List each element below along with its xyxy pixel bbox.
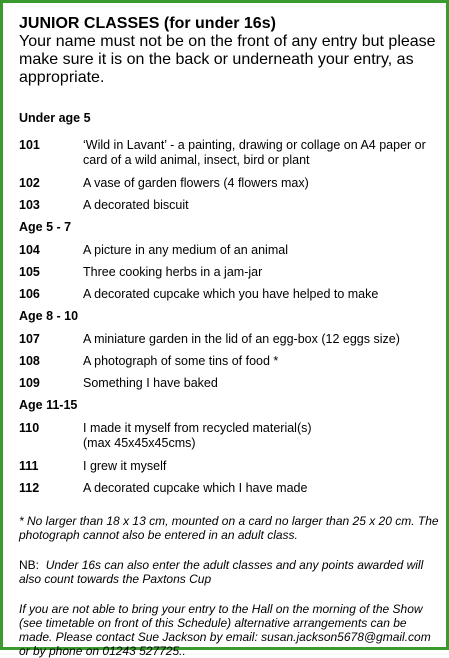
class-number: 108 [19,354,40,368]
class-row-112 [19,481,439,496]
class-number: 101 [19,138,40,152]
class-row-104 [19,243,439,258]
class-description: A decorated cupcake which I have made [83,481,308,495]
class-row-107 [19,332,439,347]
class-number: 112 [19,481,40,495]
class-row-111 [19,459,439,474]
section-heading-under-5: Under age 5 [19,111,91,125]
class-number: 105 [19,265,40,279]
class-description: I grew it myself [83,459,167,473]
class-number: 110 [19,421,40,435]
nb-label: NB: [19,558,40,572]
class-number: 111 [19,459,39,473]
delivery-instructions: If you are not able to bring your entry to the Hall on the morning of the Show (see timetable on front of this Schedule) alternative arrangements can be made. Please contact Sue Jackson by email: susan.jackson5678@gmail.com or by phone on 01243 527725.. [19,602,431,658]
nb-note [19,558,439,586]
class-description: Something I have baked [83,376,218,390]
class-description: Three cooking herbs in a jam-jar [83,265,263,279]
photo-size-footnote: * No larger than 18 x 13 cm, mounted on a card no larger than 25 x 20 cm. The photograph cannot also be entered in an adult class. [19,514,439,542]
class-description: A picture in any medium of an animal [83,243,288,257]
class-row-101 [19,138,439,168]
class-description: A photograph of some tins of food * [83,354,279,368]
class-row-102 [19,176,439,191]
class-row-108 [19,354,439,369]
class-row-103 [19,198,439,213]
class-description-line: I made it myself from recycled material(s) [83,421,312,435]
class-row-110 [19,421,439,451]
section-heading-age-11-15: Age 11-15 [19,398,78,412]
class-description: A vase of garden flowers (4 flowers max) [83,176,309,190]
class-number: 106 [19,287,40,301]
class-number: 104 [19,243,40,257]
class-description: A decorated biscuit [83,198,189,212]
class-description: A miniature garden in the lid of an egg-box (12 eggs size) [83,332,400,346]
class-row-106 [19,287,439,302]
class-row-105 [19,265,439,280]
class-number: 109 [19,376,40,390]
class-description [83,421,439,451]
class-description [83,138,439,168]
class-description-line: (max 45x45x45cms) [83,436,196,450]
page-title: JUNIOR CLASSES (for under 16s) [19,15,276,32]
class-description-line: card of a wild animal, insect, bird or plant [83,153,310,167]
class-row-109 [19,376,439,391]
class-description-line: ‘Wild in Lavant’ - a painting, drawing or collage on A4 paper or [83,138,426,152]
class-number: 103 [19,198,40,212]
class-description: A decorated cupcake which you have helped to make [83,287,379,301]
intro-text: Your name must not be on the front of any entry but please make sure it is on the back or underneath your entry, as appropriate. [19,33,436,86]
junior-classes-panel [19,15,439,658]
nb-text: Under 16s can also enter the adult classes and any points awarded will also count towards the Paxtons Cup [19,558,424,586]
class-number: 102 [19,176,40,190]
section-heading-age-5-7: Age 5 - 7 [19,220,72,234]
class-number: 107 [19,332,40,346]
section-heading-age-8-10: Age 8 - 10 [19,309,79,323]
